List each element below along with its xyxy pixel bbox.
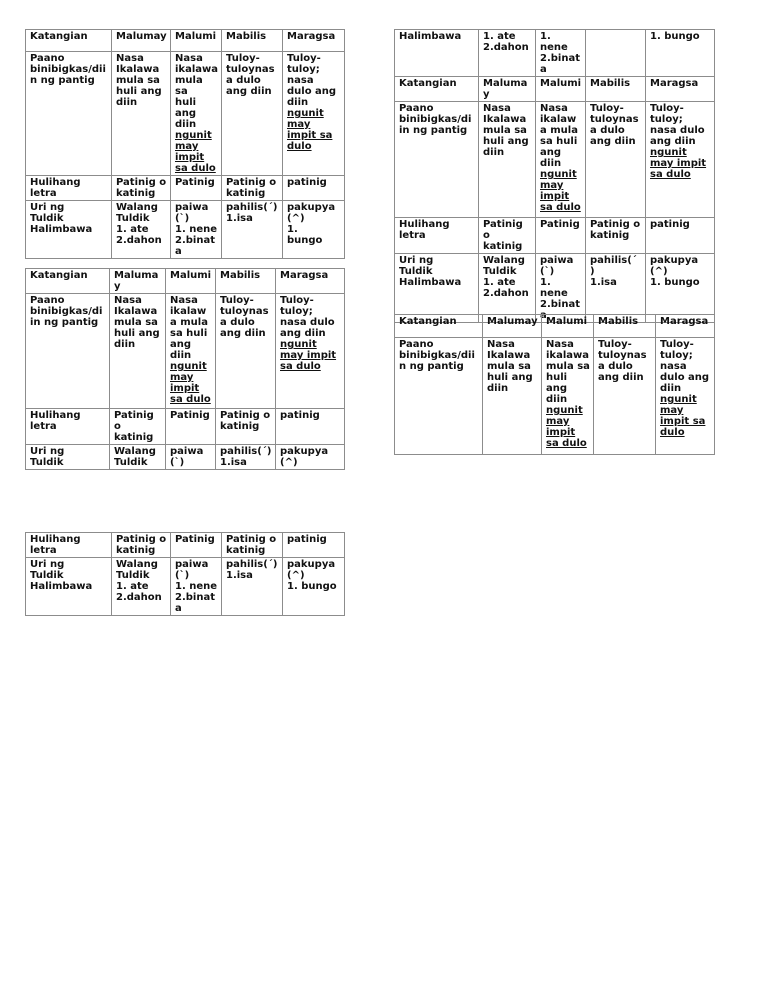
- cell-hulihang-malumay: Patinig o katinig: [479, 218, 536, 254]
- cell-header-malumay: Malumay: [112, 30, 171, 52]
- cell-hulihang-label: Hulihang letra: [395, 218, 479, 254]
- cell-paano-mabilis: Tuloy- tuloynas a dulo ang diin: [216, 294, 276, 409]
- cell-header-katangian: Katangian: [26, 269, 110, 294]
- cell-hulihang-mabilis: Patinig o katinig: [586, 218, 646, 254]
- cell-header-malumi: Malumi: [536, 77, 586, 102]
- cell-header-mabilis: Mabilis: [216, 269, 276, 294]
- cell-paano-maragsa: [656, 338, 715, 455]
- cell-uri-label: Uri ng Tuldik Halimbawa: [395, 254, 479, 323]
- cell-hulihang-mabilis: Patinig o katinig: [222, 533, 283, 558]
- cell-paano-label: Paano binibigkas/dii n ng pantig: [395, 338, 483, 455]
- cell-uri-malumi: paiwa (`) 1. nene 2.binat a: [171, 558, 222, 616]
- text-malumi-main: Nasa ikalawa mula sa huli ang diin: [546, 339, 590, 405]
- cell-header-malumi: Malumi: [542, 315, 594, 338]
- cell-paano-malumi: [166, 294, 216, 409]
- cell-hulihang-maragsa: patinig: [283, 533, 345, 558]
- cell-hulihang-malumi: Patinig: [171, 533, 222, 558]
- table-katangian-1: [25, 29, 345, 259]
- table-row-uri: [26, 201, 345, 259]
- table-row-paano: [395, 102, 715, 218]
- text-malumi-main: Nasa ikalawa mula sa huli ang diin: [175, 53, 218, 130]
- cell-hulihang-malumay: Patinig o katinig: [112, 533, 171, 558]
- cell-hulihang-maragsa: patinig: [283, 176, 345, 201]
- cell-hulihang-malumi: Patinig: [171, 176, 222, 201]
- cell-header-maragsa: Maragsa: [276, 269, 345, 294]
- table-katangian-2: [25, 268, 345, 470]
- cell-hulihang-maragsa: patinig: [646, 218, 715, 254]
- cell-header-maragsa: Maragsa: [283, 30, 345, 52]
- table-row-uri: [26, 445, 345, 470]
- cell-header-malumay: Malumay: [483, 315, 542, 338]
- table-row-hulihang: [26, 176, 345, 201]
- cell-hulihang-maragsa: patinig: [276, 409, 345, 445]
- cell-paano-mabilis: Tuloy- tuloynas a dulo ang diin: [594, 338, 656, 455]
- table-row-hulihang: [26, 409, 345, 445]
- cell-paano-maragsa: [646, 102, 715, 218]
- text-maragsa-underlined: ngunit may impit sa dulo: [660, 394, 706, 438]
- text-maragsa-main: Tuloy- tuloy; nasa dulo ang diin: [650, 103, 705, 147]
- cell-uri-mabilis: pahilis(´) 1.isa: [222, 201, 283, 259]
- table-row-uri: [395, 254, 715, 323]
- cell-uri-mabilis: pahilis(´) 1.isa: [222, 558, 283, 616]
- cell-hulihang-mabilis: Patinig o katinig: [222, 176, 283, 201]
- cell-paano-label: Paano binibigkas/di in ng pantig: [395, 102, 479, 218]
- cell-paano-malumi: [536, 102, 586, 218]
- text-malumi-underlined: ngunit may impit sa dulo: [546, 405, 587, 449]
- table-tuldik-3: [25, 532, 345, 616]
- table-row-header: [395, 315, 715, 338]
- cell-uri-malumay: Walang Tuldik 1. ate 2.dahon: [112, 201, 171, 259]
- cell-hulihang-mabilis: Patinig o katinig: [216, 409, 276, 445]
- text-malumi-main: Nasa ikalaw a mula sa huli ang diin: [170, 295, 208, 361]
- table-row-hulihang: [395, 218, 715, 254]
- cell-header-katangian: Katangian: [395, 315, 483, 338]
- cell-paano-mabilis: Tuloy- tuloynas a dulo ang diin: [222, 52, 283, 176]
- text-malumi-underlined: ngunit may impit sa dulo: [175, 130, 216, 174]
- cell-hulihang-malumi: Patinig: [166, 409, 216, 445]
- text-maragsa-main: Tuloy- tuloy; nasa dulo ang diin: [660, 339, 710, 394]
- cell-uri-mabilis: pahilis(´) 1.isa: [216, 445, 276, 470]
- cell-uri-malumay: Walang Tuldik: [110, 445, 166, 470]
- table-row-header: [26, 269, 345, 294]
- text-maragsa-underlined: ngunit may impit sa dulo: [287, 108, 333, 152]
- cell-hulihang-label: Hulihang letra: [26, 533, 112, 558]
- table-katangian-4: [394, 29, 715, 323]
- cell-hulihang-label: Hulihang letra: [26, 409, 110, 445]
- table-row-header: [26, 30, 345, 52]
- cell-hulihang-malumay: Patinig o katinig: [110, 409, 166, 445]
- cell-uri-malumay: Walang Tuldik 1. ate 2.dahon: [112, 558, 171, 616]
- text-malumi-main: Nasa ikalaw a mula sa huli ang diin: [540, 103, 578, 169]
- text-maragsa-underlined: ngunit may impit sa dulo: [650, 147, 707, 180]
- table-row-paano: [395, 338, 715, 455]
- cell-header-malumay: Maluma y: [479, 77, 536, 102]
- cell-header-malumay: Maluma y: [110, 269, 166, 294]
- cell-uri-maragsa: pakupya (^): [276, 445, 345, 470]
- cell-uri-malumi: paiwa (`) 1. nene 2.binat a: [171, 201, 222, 259]
- cell-header-maragsa: Maragsa: [656, 315, 715, 338]
- table-katangian-5: [394, 314, 715, 455]
- cell-header-mabilis: Mabilis: [222, 30, 283, 52]
- cell-uri-malumay: Walang Tuldik 1. ate 2.dahon: [479, 254, 536, 323]
- cell-paano-mabilis: Tuloy- tuloynas a dulo ang diin: [586, 102, 646, 218]
- cell-halimbawa-malumay: 1. ate 2.dahon: [479, 30, 536, 77]
- cell-header-malumi: Malumi: [171, 30, 222, 52]
- table-row-header: [395, 77, 715, 102]
- cell-uri-maragsa: pakupya (^) 1. bungo: [283, 558, 345, 616]
- cell-paano-malumay: Nasa Ikalawa mula sa huli ang diin: [112, 52, 171, 176]
- cell-paano-malumay: Nasa Ikalawa mula sa huli ang diin: [483, 338, 542, 455]
- text-maragsa-main: Tuloy- tuloy; nasa dulo ang diin: [280, 295, 335, 339]
- cell-header-maragsa: Maragsa: [646, 77, 715, 102]
- cell-uri-label: Uri ng Tuldik: [26, 445, 110, 470]
- cell-uri-mabilis: pahilis(´ ) 1.isa: [586, 254, 646, 323]
- cell-header-katangian: Katangian: [395, 77, 479, 102]
- cell-header-mabilis: Mabilis: [594, 315, 656, 338]
- table-row-halimbawa: [395, 30, 715, 77]
- cell-paano-label: Paano binibigkas/di in ng pantig: [26, 294, 110, 409]
- cell-paano-malumay: Nasa Ikalawa mula sa huli ang diin: [110, 294, 166, 409]
- cell-uri-maragsa: pakupya (^) 1. bungo: [646, 254, 715, 323]
- cell-hulihang-label: Hulihang letra: [26, 176, 112, 201]
- table-row-uri: [26, 558, 345, 616]
- cell-halimbawa-maragsa: 1. bungo: [646, 30, 715, 77]
- cell-paano-malumi: [171, 52, 222, 176]
- cell-uri-label: Uri ng Tuldik Halimbawa: [26, 201, 112, 259]
- cell-halimbawa-malumi: 1. nene 2.binat a: [536, 30, 586, 77]
- cell-uri-maragsa: pakupya (^) 1. bungo: [283, 201, 345, 259]
- cell-halimbawa-mabilis: [586, 30, 646, 77]
- cell-uri-malumi: paiwa (`) 1. nene 2.binat a: [536, 254, 586, 323]
- cell-paano-label: Paano binibigkas/dii n ng pantig: [26, 52, 112, 176]
- table-row-paano: [26, 52, 345, 176]
- cell-paano-maragsa: [276, 294, 345, 409]
- text-maragsa-underlined: ngunit may impit sa dulo: [280, 339, 337, 372]
- cell-paano-malumi: [542, 338, 594, 455]
- table-row-hulihang: [26, 533, 345, 558]
- cell-hulihang-malumay: Patinig o katinig: [112, 176, 171, 201]
- cell-header-katangian: Katangian: [26, 30, 112, 52]
- cell-paano-maragsa: [283, 52, 345, 176]
- table-row-paano: [26, 294, 345, 409]
- cell-hulihang-malumi: Patinig: [536, 218, 586, 254]
- cell-halimbawa-label: Halimbawa: [395, 30, 479, 77]
- cell-uri-label: Uri ng Tuldik Halimbawa: [26, 558, 112, 616]
- cell-paano-malumay: Nasa Ikalawa mula sa huli ang diin: [479, 102, 536, 218]
- text-malumi-underlined: ngunit may impit sa dulo: [170, 361, 211, 405]
- text-maragsa-main: Tuloy- tuloy; nasa dulo ang diin: [287, 53, 337, 108]
- cell-header-malumi: Malumi: [166, 269, 216, 294]
- text-malumi-underlined: ngunit may impit sa dulo: [540, 169, 581, 213]
- cell-uri-malumi: paiwa (`): [166, 445, 216, 470]
- cell-header-mabilis: Mabilis: [586, 77, 646, 102]
